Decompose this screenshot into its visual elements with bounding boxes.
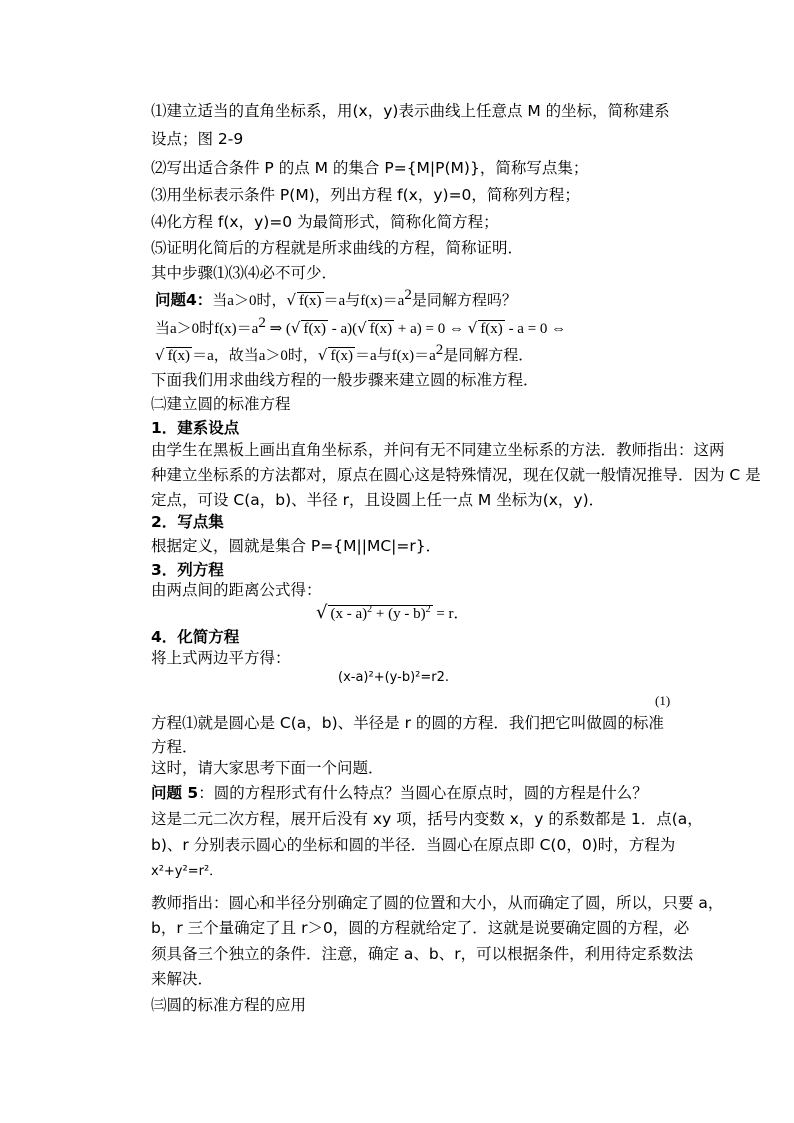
para-8-line-1: 教师指出：圆心和半径分别确定了圆的位置和大小，从而确定了圆，所以，只要 a， xyxy=(151,894,724,912)
answer-4-line-1 xyxy=(155,314,567,339)
eq1-part-a: (x - a) xyxy=(330,606,368,622)
step-3: ⑶用坐标表示条件 P(M)，列出方程 f(x，y)=0，简称列方程； xyxy=(151,186,580,204)
step-2: ⑵写出适合条件 P 的点 M 的集合 P={M|P(M)}，简称写点集； xyxy=(151,159,589,177)
a5-text-e: 是同解方程． xyxy=(443,348,534,364)
para-1-line-2: 种建立坐标系的方法都对，原点在圆心这是特殊情况，现在仅就一般情况推导．因为 C 是 xyxy=(151,466,761,484)
a4-sqrt-3: f(x) xyxy=(480,321,503,337)
para-5-line-2: 方程． xyxy=(151,738,198,756)
eq1-part-c: = r． xyxy=(432,606,469,622)
eq1-part-b: + (y - b) xyxy=(372,606,426,622)
question-4 xyxy=(155,286,517,311)
distance-equation xyxy=(316,603,469,624)
para-6: 这时，请大家思考下面一个问题． xyxy=(151,759,384,777)
section-3-heading: ㈢圆的标准方程的应用 xyxy=(151,996,307,1014)
a4-sqrt-1: f(x) xyxy=(303,321,326,337)
a4-text-d: - a)( xyxy=(327,321,358,337)
para-7-line-3: x²+y²=r²． xyxy=(151,864,223,879)
para-8-line-2: b，r 三个量确定了且 r＞0，圆的方程就给定了．这就是说要确定圆的方程，必 xyxy=(151,919,690,937)
para-2: 根据定义，圆就是集合 P={M||MC|=r}． xyxy=(151,537,442,555)
q4-sup: 2 xyxy=(404,286,412,303)
a5-sqrt-1: f(x) xyxy=(167,348,191,364)
a5-text-b: ＝a，故当a＞0时， xyxy=(192,348,318,364)
sqrt-icon: √ xyxy=(286,291,297,309)
para-7-line-1: 这是二元二次方程，展开后没有 xy 项，括号内变数 x，y 的系数都是 1．点(a， xyxy=(151,810,703,828)
a4-text-f: + a) = 0 ⇔ xyxy=(394,321,468,337)
equation-number: (1) xyxy=(655,693,671,708)
a4-text-a: 当a＞0时f(x)＝a xyxy=(155,321,259,337)
standard-equation: (x-a)²+(y-b)²=r2. xyxy=(338,670,450,685)
para-8-line-3: 须具备三个独立的条件．注意，确定 a、b、r，可以根据条件，利用待定系数法 xyxy=(151,945,694,963)
sqrt-icon: √ xyxy=(290,319,301,337)
sqrt-icon: √ xyxy=(155,346,165,364)
para-5-line-1: 方程⑴就是圆心是 C(a，b)、半径是 r 的圆的方程．我们把它叫做圆的标准 xyxy=(151,714,664,732)
step-heading-3: 3．列方程 xyxy=(151,561,224,579)
step-5: ⑸证明化简后的方程就是所求曲线的方程，简称证明． xyxy=(151,239,524,257)
eq1-sup-2: 2 xyxy=(425,604,431,615)
sqrt-icon: √ xyxy=(467,319,478,337)
question-4-label: 问题4： xyxy=(155,291,213,309)
q4-sqrt-body: f(x) xyxy=(299,293,322,309)
step-heading-4: 4．化简方程 xyxy=(151,628,240,646)
q4-text-c: ＝a与f(x)＝a xyxy=(323,293,405,309)
para-1-line-3: 定点，可设 C(a，b)、半径 r，且设圆上任一点 M 坐标为(x，y)． xyxy=(151,491,605,509)
answer-4-line-2 xyxy=(155,341,534,366)
a4-sup: 2 xyxy=(258,314,266,331)
q4-text-e: 是同解方程吗？ xyxy=(411,293,517,309)
para-3: 由两点间的距离公式得： xyxy=(151,581,322,599)
eq1-sqrt-body xyxy=(328,605,432,622)
a5-text-d: ＝a与f(x)＝a xyxy=(354,348,436,364)
sqrt-icon: √ xyxy=(357,319,367,337)
steps-note: 其中步骤⑴⑶⑷必不可少． xyxy=(151,264,338,282)
intro-line: 下面我们用求曲线方程的一般步骤来建立圆的标准方程． xyxy=(151,371,539,389)
step-1-line-1: ⑴建立适当的直角坐标系，用(x，y)表示曲线上任意点 M 的坐标，简称建系 xyxy=(151,102,670,120)
step-4: ⑷化方程 f(x，y)=0 为最简形式，简称化简方程； xyxy=(151,213,499,231)
eq1-sup-1: 2 xyxy=(367,604,373,615)
step-heading-1: 1．建系设点 xyxy=(151,419,240,437)
a5-sqrt-2: f(x) xyxy=(330,348,353,364)
para-4: 将上式两边平方得： xyxy=(151,649,291,667)
a4-text-b: ⇒ ( xyxy=(265,321,291,337)
sqrt-icon: √ xyxy=(317,346,328,364)
a5-sup: 2 xyxy=(435,341,444,358)
a4-sqrt-2: f(x) xyxy=(369,321,393,337)
question-5-label: 问题 5 xyxy=(151,784,199,802)
step-heading-2: 2．写点集 xyxy=(151,513,224,531)
sqrt-icon: √ xyxy=(316,602,328,623)
question-5-text: ：圆的方程形式有什么特点？当圆心在原点时，圆的方程是什么？ xyxy=(198,784,648,802)
q4-text-a: 当a＞0时， xyxy=(212,293,287,309)
para-7-line-2: b)、r 分别表示圆心的坐标和圆的半径．当圆心在原点即 C(0，0)时，方程为 xyxy=(151,836,676,854)
section-2-heading: ㈡建立圆的标准方程 xyxy=(151,395,291,413)
step-1-line-2: 设点；图 2-9 xyxy=(151,130,244,148)
para-1-line-1: 由学生在黑板上画出直角坐标系，并问有无不同建立坐标系的方法．教师指出：这两 xyxy=(151,441,725,459)
question-5 xyxy=(151,783,648,803)
para-8-line-4: 来解决． xyxy=(151,970,214,988)
a4-text-h: - a = 0 ⇔ xyxy=(504,321,567,337)
